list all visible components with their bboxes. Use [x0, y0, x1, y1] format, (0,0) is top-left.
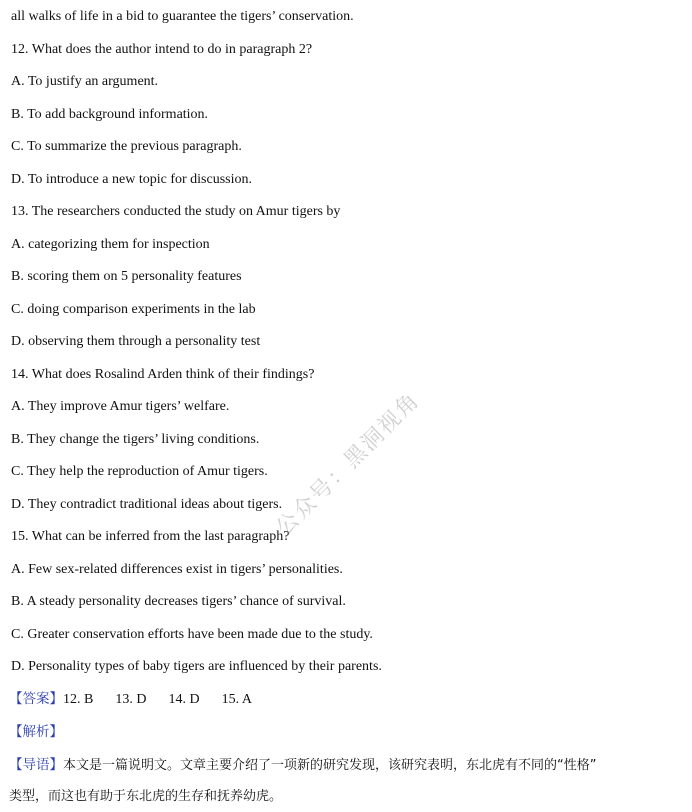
answer-row: [9, 690, 274, 709]
intro-text-1: 本文是一篇说明文。文章主要介绍了一项新的研究发现，该研究表明，东北虎有不同的“性格”: [63, 758, 597, 773]
intro-line-2: 类型，而这也有助于东北虎的生存和抚养幼虎。: [9, 789, 283, 804]
q12-option-d: D. To introduce a new topic for discussion.: [11, 172, 252, 187]
q14-option-b: B. They change the tigers’ living conditions.: [11, 432, 260, 447]
question-13: 13. The researchers conducted the study on Amur tigers by: [11, 204, 341, 219]
analysis-row: [9, 723, 63, 742]
intro-line-1: [9, 756, 596, 775]
q15-option-c: C. Greater conservation efforts have been made due to the study.: [11, 627, 373, 642]
answer-tag: 【答案】: [9, 691, 63, 707]
q14-option-d: D. They contradict traditional ideas about tigers.: [11, 497, 283, 512]
q13-option-d: D. observing them through a personality test: [11, 334, 261, 349]
answer-13: 13. D: [115, 692, 147, 707]
answer-15: 15. A: [221, 692, 252, 707]
intro-tag: 【导语】: [9, 757, 63, 773]
q14-option-c: C. They help the reproduction of Amur tigers.: [11, 464, 268, 479]
q13-option-b: B. scoring them on 5 personality features: [11, 269, 242, 284]
question-14: 14. What does Rosalind Arden think of their findings?: [11, 367, 315, 382]
question-12: 12. What does the author intend to do in paragraph 2?: [11, 42, 313, 57]
q12-option-a: A. To justify an argument.: [11, 74, 159, 89]
q15-option-a: A. Few sex-related differences exist in tigers’ personalities.: [11, 562, 343, 577]
q12-option-c: C. To summarize the previous paragraph.: [11, 139, 242, 154]
q15-option-b: B. A steady personality decreases tigers’ chance of survival.: [11, 594, 346, 609]
q14-option-a: A. They improve Amur tigers’ welfare.: [11, 399, 230, 414]
answer-14: 14. D: [168, 692, 200, 707]
q12-option-b: B. To add background information.: [11, 107, 209, 122]
answer-12: 12. B: [63, 692, 94, 707]
question-15: 15. What can be inferred from the last paragraph?: [11, 529, 290, 544]
q13-option-c: C. doing comparison experiments in the lab: [11, 302, 256, 317]
q13-option-a: A. categorizing them for inspection: [11, 237, 210, 252]
watermark: 公众号：黑洞视角: [271, 387, 425, 542]
q15-option-d: D. Personality types of baby tigers are influenced by their parents.: [11, 659, 382, 674]
analysis-tag: 【解析】: [9, 724, 63, 740]
passage-end-line: all walks of life in a bid to guarantee the tigers’ conservation.: [11, 9, 354, 24]
